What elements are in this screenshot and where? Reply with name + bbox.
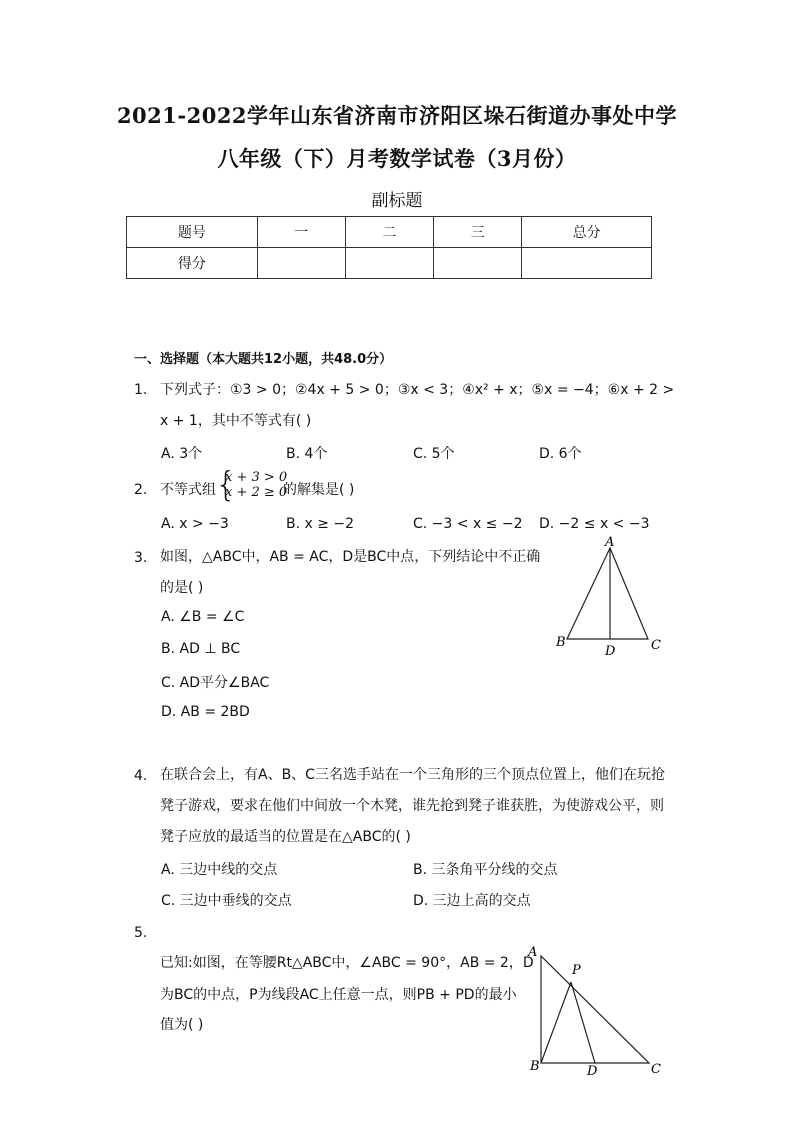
score-cell[interactable]: [522, 248, 652, 279]
system-line2: x + 2 ≥ 0: [225, 485, 288, 500]
paper-title-line1: 2021-2022学年山东省济南市济阳区垛石街道办事处中学: [116, 103, 678, 128]
point-label-d: D: [605, 644, 616, 659]
option-d[interactable]: D. 三边上高的交点: [413, 893, 531, 909]
option-b[interactable]: B. 4个: [286, 446, 328, 462]
option-a[interactable]: A. ∠B = ∠C: [161, 609, 245, 625]
option-d[interactable]: D. 6个: [539, 446, 582, 462]
segment-pb: [541, 982, 571, 1063]
score-cell[interactable]: [345, 248, 434, 279]
question-1-line2: x + 1，其中不等式有( ): [160, 413, 312, 429]
point-label-p: P: [572, 963, 581, 978]
vertex-label-c: C: [651, 638, 661, 653]
option-d[interactable]: D. −2 ≤ x < −3: [539, 516, 650, 532]
triangle-abc: [567, 548, 648, 639]
vertex-label-c: C: [651, 1062, 661, 1077]
question-5-line2: 为BC的中点，P为线段AC上任意一点，则PB + PD的最小: [160, 987, 517, 1003]
question-2-text-before: 不等式组: [160, 482, 216, 498]
system-line1: x + 3 > 0: [225, 470, 288, 485]
option-a[interactable]: A. 3个: [161, 446, 203, 462]
option-c[interactable]: C. 三边中垂线的交点: [161, 893, 292, 909]
paper-title-line2: 八年级（下）月考数学试卷（3月份）: [217, 146, 577, 171]
option-d[interactable]: D. AB = 2BD: [161, 704, 250, 720]
score-header-cell: 一: [257, 217, 345, 248]
option-c[interactable]: C. AD平分∠BAC: [161, 675, 270, 691]
score-table: [126, 216, 652, 279]
question-5-line1: 已知:如图，在等腰Rt△ABC中，∠ABC = 90°，AB = 2，D: [160, 955, 534, 971]
system-brace: {: [215, 465, 237, 505]
segment-pd: [571, 982, 595, 1063]
question-number: 5.: [134, 925, 148, 941]
question-number: 1.: [134, 382, 148, 398]
question-4-line1: 在联合会上，有A、B、C三名选手站在一个三角形的三个顶点位置上，他们在玩抢: [160, 767, 665, 783]
option-c[interactable]: C. 5个: [413, 446, 455, 462]
option-c[interactable]: C. −3 < x ≤ −2: [413, 516, 523, 532]
isosceles-triangle-figure: [550, 536, 670, 662]
question-number: 4.: [134, 768, 148, 784]
question-4-line2: 凳子游戏，要求在他们中间放一个木凳，谁先抢到凳子谁获胜，为使游戏公平，则: [160, 798, 664, 814]
right-triangle-figure: [525, 940, 675, 1080]
question-2-text-after: 的解集是( ): [283, 482, 355, 498]
question-3-line1: 如图，△ABC中，AB = AC，D是BC中点，下列结论中不正确: [160, 549, 541, 565]
vertex-label-a: A: [605, 536, 615, 550]
option-a[interactable]: A. x > −3: [161, 516, 229, 532]
score-table-row: [127, 248, 652, 279]
score-header-cell: 三: [434, 217, 522, 248]
score-header-cell: 总分: [522, 217, 652, 248]
triangle-abc: [541, 956, 649, 1063]
option-b[interactable]: B. AD ⊥ BC: [161, 641, 241, 657]
score-row-label: 得分: [127, 248, 258, 279]
score-header-cell: 题号: [127, 217, 258, 248]
score-cell[interactable]: [434, 248, 522, 279]
vertex-label-a: A: [528, 945, 538, 960]
option-b[interactable]: B. 三条角平分线的交点: [413, 862, 558, 878]
option-b[interactable]: B. x ≥ −2: [286, 516, 355, 532]
vertex-label-b: B: [530, 1059, 540, 1074]
question-1-line1: 下列式子：①3 > 0；②4x + 5 > 0；③x < 3；④x² + x；⑤x = −4；⑥x + 2 >: [160, 382, 675, 398]
score-cell[interactable]: [257, 248, 345, 279]
option-a[interactable]: A. 三边中线的交点: [161, 862, 278, 878]
point-label-d: D: [587, 1064, 598, 1079]
section-heading: 一、选择题（本大题共12小题，共48.0分）: [134, 352, 393, 367]
question-5-line3: 值为( ): [160, 1017, 204, 1033]
score-table-header-row: [127, 217, 652, 248]
question-number: 3.: [134, 550, 148, 566]
vertex-label-b: B: [556, 635, 566, 650]
question-4-line3: 凳子应放的最适当的位置是在△ABC的( ): [160, 829, 411, 845]
score-header-cell: 二: [345, 217, 434, 248]
question-number: 2.: [134, 482, 148, 498]
question-3-line2: 的是( ): [160, 580, 204, 596]
paper-subtitle: 副标题: [371, 191, 423, 211]
